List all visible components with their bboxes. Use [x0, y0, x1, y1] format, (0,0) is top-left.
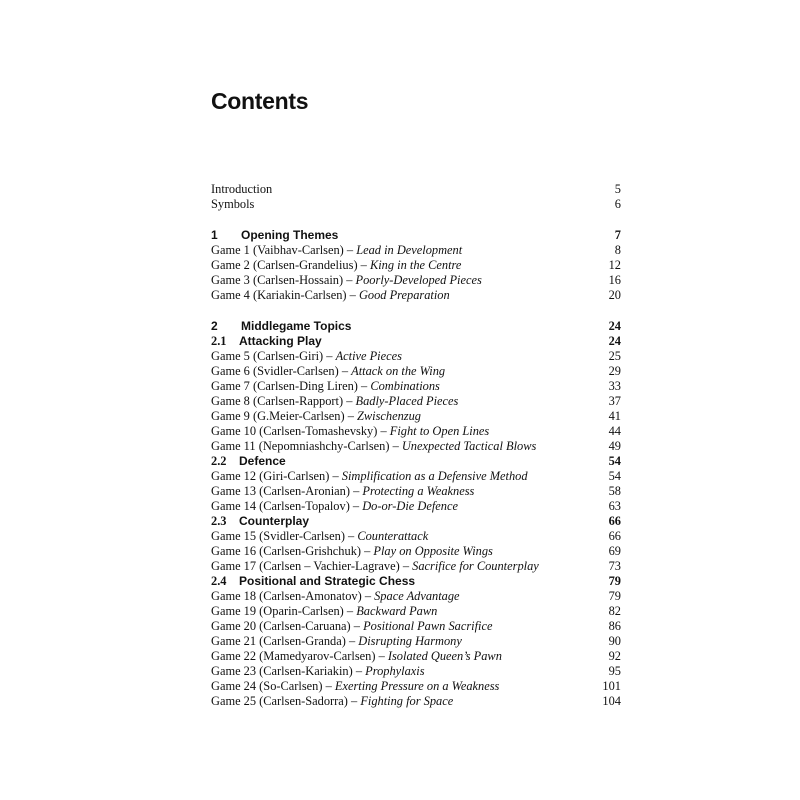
page-number: 90 — [608, 634, 621, 648]
game-topic: Unexpected Tactical Blows — [401, 439, 537, 453]
game-topic: Positional Pawn Sacrifice — [363, 619, 493, 633]
page-number: 16 — [608, 273, 621, 287]
entry-title: Symbols — [211, 197, 255, 211]
game-label: Game 9 (G.Meier-Carlsen) — [211, 409, 345, 423]
game-label: Game 1 (Vaibhav-Carlsen) — [211, 243, 344, 257]
toc-game-entry: Game 21 (Carlsen-Granda) – Disrupting Harmony 90 — [211, 634, 621, 648]
game-topic: Counterattack — [357, 529, 429, 543]
game-topic: Zwischenzug — [356, 409, 422, 423]
page-number: 101 — [602, 679, 621, 693]
page-number: 54 — [608, 469, 621, 483]
game-topic: Disrupting Harmony — [358, 634, 462, 648]
page-number: 63 — [608, 499, 621, 513]
page-number: 104 — [602, 694, 621, 708]
toc-game-entry: Game 16 (Carlsen-Grishchuk) – Play on Opposite Wings 69 — [211, 544, 621, 558]
page-number: 29 — [608, 364, 621, 378]
section-title: Defence — [239, 454, 286, 468]
game-label: Game 5 (Carlsen-Giri) — [211, 349, 324, 363]
page-number: 66 — [608, 529, 621, 543]
game-label: Game 8 (Carlsen-Rapport) — [211, 394, 344, 408]
game-label: Game 11 (Nepomniashchy-Carlsen) — [211, 439, 390, 453]
toc-game-entry: Game 17 (Carlsen – Vachier-Lagrave) – Sacrifice for Counterplay 73 — [211, 559, 621, 573]
toc-game-entry: Game 22 (Mamedyarov-Carlsen) – Isolated Queen’s Pawn 92 — [211, 649, 621, 663]
game-topic: Isolated Queen’s Pawn — [387, 649, 502, 663]
chapter-number: 1 — [211, 228, 218, 242]
toc-game-entry: Game 25 (Carlsen-Sadorra) – Fighting for Space 104 — [211, 694, 621, 708]
page-number: 7 — [614, 228, 621, 242]
game-label: Game 16 (Carlsen-Grishchuk) — [211, 544, 362, 558]
section-heading — [211, 334, 621, 349]
game-topic: Lead in Development — [356, 243, 463, 257]
game-topic: Play on Opposite Wings — [373, 544, 493, 558]
toc-game-entry: Game 15 (Svidler-Carlsen) – Counterattack 66 — [211, 529, 621, 543]
game-label: Game 24 (So-Carlsen) — [211, 679, 323, 693]
game-topic: Space Advantage — [374, 589, 460, 603]
chapter-heading — [211, 319, 621, 334]
section-title: Positional and Strategic Chess — [239, 574, 416, 588]
game-label: Game 20 (Carlsen-Caruana) — [211, 619, 351, 633]
game-topic: Active Pieces — [335, 349, 402, 363]
page-number: 79 — [608, 574, 621, 588]
game-label: Game 15 (Svidler-Carlsen) — [211, 529, 345, 543]
toc-game-entry: Game 19 (Oparin-Carlsen) – Backward Pawn 82 — [211, 604, 621, 618]
toc-game-entry: Game 23 (Carlsen-Kariakin) – Prophylaxis 95 — [211, 664, 621, 678]
toc-game-entry: Game 11 (Nepomniashchy-Carlsen) – Unexpected Tactical Blows 49 — [211, 439, 621, 453]
game-label: Game 6 (Svidler-Carlsen) — [211, 364, 339, 378]
toc-game-entry: Game 3 (Carlsen-Hossain) – Poorly-Developed Pieces 16 — [211, 273, 621, 287]
section-title: Attacking Play — [239, 334, 322, 348]
page-number: 20 — [608, 288, 621, 302]
page-number: 6 — [614, 197, 621, 211]
toc-game-entry: Game 18 (Carlsen-Amonatov) – Space Advantage 79 — [211, 589, 621, 603]
game-topic: Exerting Pressure on a Weakness — [334, 679, 500, 693]
page-number: 95 — [608, 664, 621, 678]
game-topic: Prophylaxis — [365, 664, 425, 678]
game-label: Game 25 (Carlsen-Sadorra) — [211, 694, 348, 708]
page-number: 73 — [608, 559, 621, 573]
game-label: Game 2 (Carlsen-Grandelius) — [211, 258, 358, 272]
entry-title: Introduction — [211, 182, 273, 196]
game-topic: Sacrifice for Counterplay — [412, 559, 539, 573]
toc-game-entry: Game 9 (G.Meier-Carlsen) – Zwischenzug 41 — [211, 409, 621, 423]
toc-game-entry: Game 5 (Carlsen-Giri) – Active Pieces 25 — [211, 349, 621, 363]
chapter-heading — [211, 228, 621, 243]
game-label: Game 4 (Kariakin-Carlsen) — [211, 288, 347, 302]
page-number: 58 — [608, 484, 621, 498]
page-number: 25 — [608, 349, 621, 363]
game-topic: Do-or-Die Defence — [362, 499, 458, 513]
page-number: 79 — [608, 589, 621, 603]
game-label: Game 23 (Carlsen-Kariakin) — [211, 664, 353, 678]
toc-game-entry: Game 7 (Carlsen-Ding Liren) – Combinations 33 — [211, 379, 621, 393]
page-number: 44 — [608, 424, 621, 438]
toc-game-entry: Game 14 (Carlsen-Topalov) – Do-or-Die Defence 63 — [211, 499, 621, 513]
game-label: Game 10 (Carlsen-Tomashevsky) — [211, 424, 378, 438]
game-topic: Fighting for Space — [360, 694, 454, 708]
page-number: 82 — [608, 604, 621, 618]
game-topic: Combinations — [370, 379, 440, 393]
section-heading — [211, 514, 621, 529]
game-topic: King in the Centre — [369, 258, 462, 272]
page-number: 86 — [608, 619, 621, 633]
game-label: Game 18 (Carlsen-Amonatov) — [211, 589, 362, 603]
toc-entry-symbols — [211, 197, 621, 212]
page-number: 24 — [608, 334, 621, 348]
page-number: 54 — [608, 454, 621, 468]
game-topic: Fight to Open Lines — [389, 424, 490, 438]
page-number: 8 — [614, 243, 621, 257]
game-topic: Attack on the Wing — [351, 364, 446, 378]
chapter-title: Middlegame Topics — [241, 319, 352, 333]
chapter-number: 2 — [211, 319, 218, 333]
game-label: Game 12 (Giri-Carlsen) — [211, 469, 330, 483]
page-number: 41 — [608, 409, 621, 423]
section-number: 2.3 — [211, 514, 227, 528]
section-number: 2.4 — [211, 574, 227, 588]
section-heading — [211, 454, 621, 469]
page-number: 12 — [608, 258, 621, 272]
page-number: 69 — [608, 544, 621, 558]
toc-game-entry: Game 1 (Vaibhav-Carlsen) – Lead in Development 8 — [211, 243, 621, 257]
page-number: 66 — [608, 514, 621, 528]
toc-entry-introduction — [211, 182, 621, 197]
section-title: Counterplay — [239, 514, 310, 528]
page-number: 24 — [608, 319, 621, 333]
toc-game-entry: Game 2 (Carlsen-Grandelius) – King in the Centre 12 — [211, 258, 621, 272]
game-label: Game 19 (Oparin-Carlsen) — [211, 604, 344, 618]
section-number: 2.1 — [211, 334, 227, 348]
game-label: Game 13 (Carlsen-Aronian) — [211, 484, 351, 498]
page-title: Contents — [211, 88, 309, 114]
toc-game-entry: Game 6 (Svidler-Carlsen) – Attack on the Wing 29 — [211, 364, 621, 378]
page-number: 37 — [608, 394, 621, 408]
section-number: 2.2 — [211, 454, 227, 468]
game-label: Game 14 (Carlsen-Topalov) — [211, 499, 350, 513]
game-topic: Good Preparation — [358, 288, 450, 302]
toc-game-entry: Game 13 (Carlsen-Aronian) – Protecting a Weakness 58 — [211, 484, 621, 498]
game-label: Game 3 (Carlsen-Hossain) — [211, 273, 344, 287]
page-number: 33 — [608, 379, 621, 393]
section-heading — [211, 574, 621, 589]
game-topic: Backward Pawn — [356, 604, 438, 618]
toc-game-entry: Game 20 (Carlsen-Caruana) – Positional Pawn Sacrifice 86 — [211, 619, 621, 633]
game-topic: Badly-Placed Pieces — [355, 394, 459, 408]
chapter-title: Opening Themes — [241, 228, 339, 242]
toc-game-entry: Game 10 (Carlsen-Tomashevsky) – Fight to Open Lines 44 — [211, 424, 621, 438]
table-of-contents — [211, 182, 621, 709]
game-label: Game 17 (Carlsen – Vachier-Lagrave) — [211, 559, 400, 573]
game-label: Game 21 (Carlsen-Granda) — [211, 634, 346, 648]
game-label: Game 7 (Carlsen-Ding Liren) — [211, 379, 358, 393]
game-topic: Simplification as a Defensive Method — [341, 469, 528, 483]
game-topic: Poorly-Developed Pieces — [355, 273, 482, 287]
toc-game-entry: Game 24 (So-Carlsen) – Exerting Pressure on a Weakness 101 — [211, 679, 621, 693]
game-label: Game 22 (Mamedyarov-Carlsen) — [211, 649, 376, 663]
game-topic: Protecting a Weakness — [362, 484, 475, 498]
page-number: 92 — [608, 649, 621, 663]
page-number: 49 — [608, 439, 621, 453]
toc-game-entry: Game 8 (Carlsen-Rapport) – Badly-Placed Pieces 37 — [211, 394, 621, 408]
page-number: 5 — [614, 182, 621, 196]
toc-game-entry: Game 4 (Kariakin-Carlsen) – Good Preparation 20 — [211, 288, 621, 302]
toc-game-entry: Game 12 (Giri-Carlsen) – Simplification as a Defensive Method 54 — [211, 469, 621, 483]
